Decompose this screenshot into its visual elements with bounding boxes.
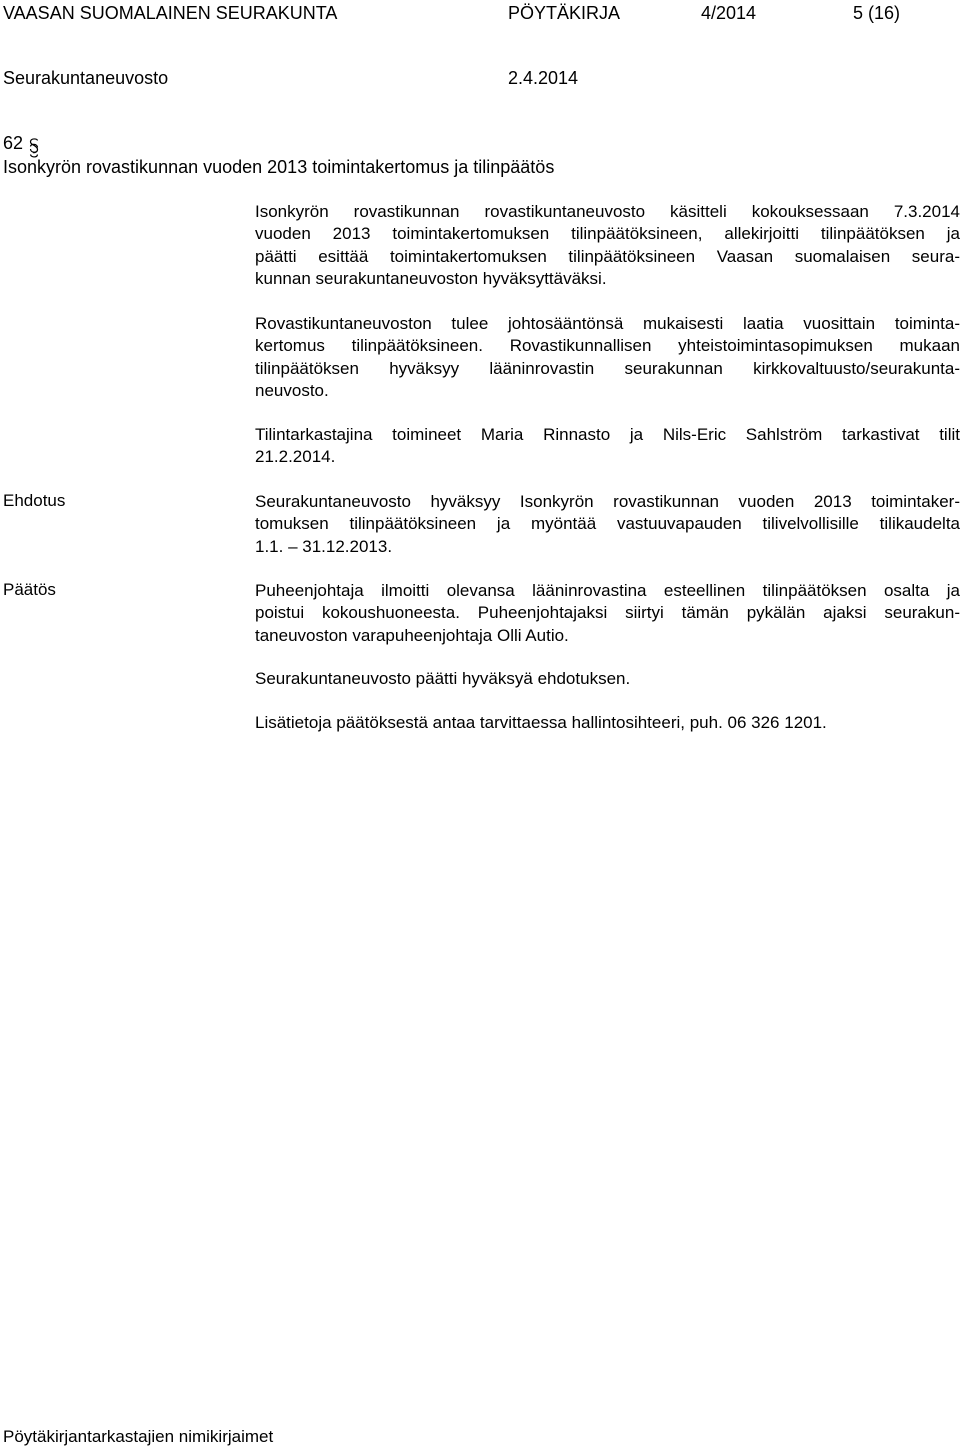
- page-number: 5 (16): [853, 3, 901, 23]
- text-line: Lisätietoja päätöksestä antaa tarvittaessa hallintosihteeri, puh. 06 326 1201.: [255, 713, 827, 732]
- proposal-label: Ehdotus: [3, 491, 66, 510]
- document-number: 4/2014: [701, 3, 757, 23]
- paragraph-proposal: [255, 491, 960, 558]
- text-line: tilinpäätöksen hyväksyy lääninrovastin seurakunnan kirkkovaltuusto/seurakunta-: [255, 358, 960, 378]
- meeting-body: Seurakuntaneuvosto: [3, 68, 169, 88]
- text-line: päätti esittää toimintakertomuksen tilinpäätöksineen Vaasan suomalaisen seura-: [255, 246, 960, 266]
- meeting-date: 2.4.2014: [508, 68, 579, 88]
- text-line: Puheenjohtaja ilmoitti olevansa lääninrovastina esteellinen tilinpäätöksen osalta ja: [255, 581, 960, 600]
- paragraph-approved: [255, 668, 960, 690]
- document-type: PÖYTÄKIRJA: [508, 3, 621, 23]
- paragraph-auditors: [255, 424, 960, 469]
- text-line: Rovastikuntaneuvoston tulee johtosääntönsä mukaisesti laatia vuosittain toiminta-: [255, 314, 960, 333]
- paragraph-background: [255, 201, 960, 291]
- footer-initials-label: Pöytäkirjantarkastajien nimikirjaimet: [3, 1427, 274, 1446]
- text-line: vuoden 2013 toimintakertomuksen tilinpäätöksineen, allekirjoitti tilinpäätöksen ja: [255, 224, 960, 244]
- organization-name: VAASAN SUOMALAINEN SEURAKUNTA: [3, 3, 338, 23]
- decision-label: Päätös: [3, 580, 56, 599]
- text-line: taneuvoston varapuheenjohtaja Olli Autio.: [255, 625, 569, 645]
- text-line: 21.2.2014.: [255, 447, 336, 467]
- text-line: poistui kokoushuoneesta. Puheenjohtajaksi siirtyi tämän pykälän ajaksi seurakun-: [255, 603, 960, 623]
- section-sign-icon: [28, 137, 40, 159]
- section-number: 62: [3, 133, 24, 153]
- text-line: tomuksen tilinpäätöksineen ja myöntää vastuuvapauden tilivelvollisille tilikaudelta: [255, 514, 960, 534]
- paragraph-info: [255, 712, 960, 734]
- text-line: Seurakuntaneuvosto päätti hyväksyä ehdotuksen.: [255, 669, 631, 688]
- text-line: kertomus tilinpäätöksineen. Rovastikunnallisen yhteistoimintasopimuksen mukaan: [255, 336, 960, 356]
- text-line: kunnan seurakuntaneuvoston hyväksyttäväksi.: [255, 269, 607, 289]
- section-title: Isonkyrön rovastikunnan vuoden 2013 toimintakertomus ja tilinpäätös: [3, 157, 555, 177]
- text-line: Isonkyrön rovastikunnan rovastikuntaneuvosto käsitteli kokouksessaan 7.3.2014: [255, 202, 960, 221]
- paragraph-regulations: [255, 313, 960, 403]
- text-line: Seurakuntaneuvosto hyväksyy Isonkyrön rovastikunnan vuoden 2013 toimintaker-: [255, 492, 960, 511]
- paragraph-decision: [255, 580, 960, 647]
- text-line: neuvosto.: [255, 381, 329, 401]
- text-line: Tilintarkastajina toimineet Maria Rinnasto ja Nils-Eric Sahlström tarkastivat tilit: [255, 425, 960, 444]
- text-line: 1.1. – 31.12.2013.: [255, 536, 393, 556]
